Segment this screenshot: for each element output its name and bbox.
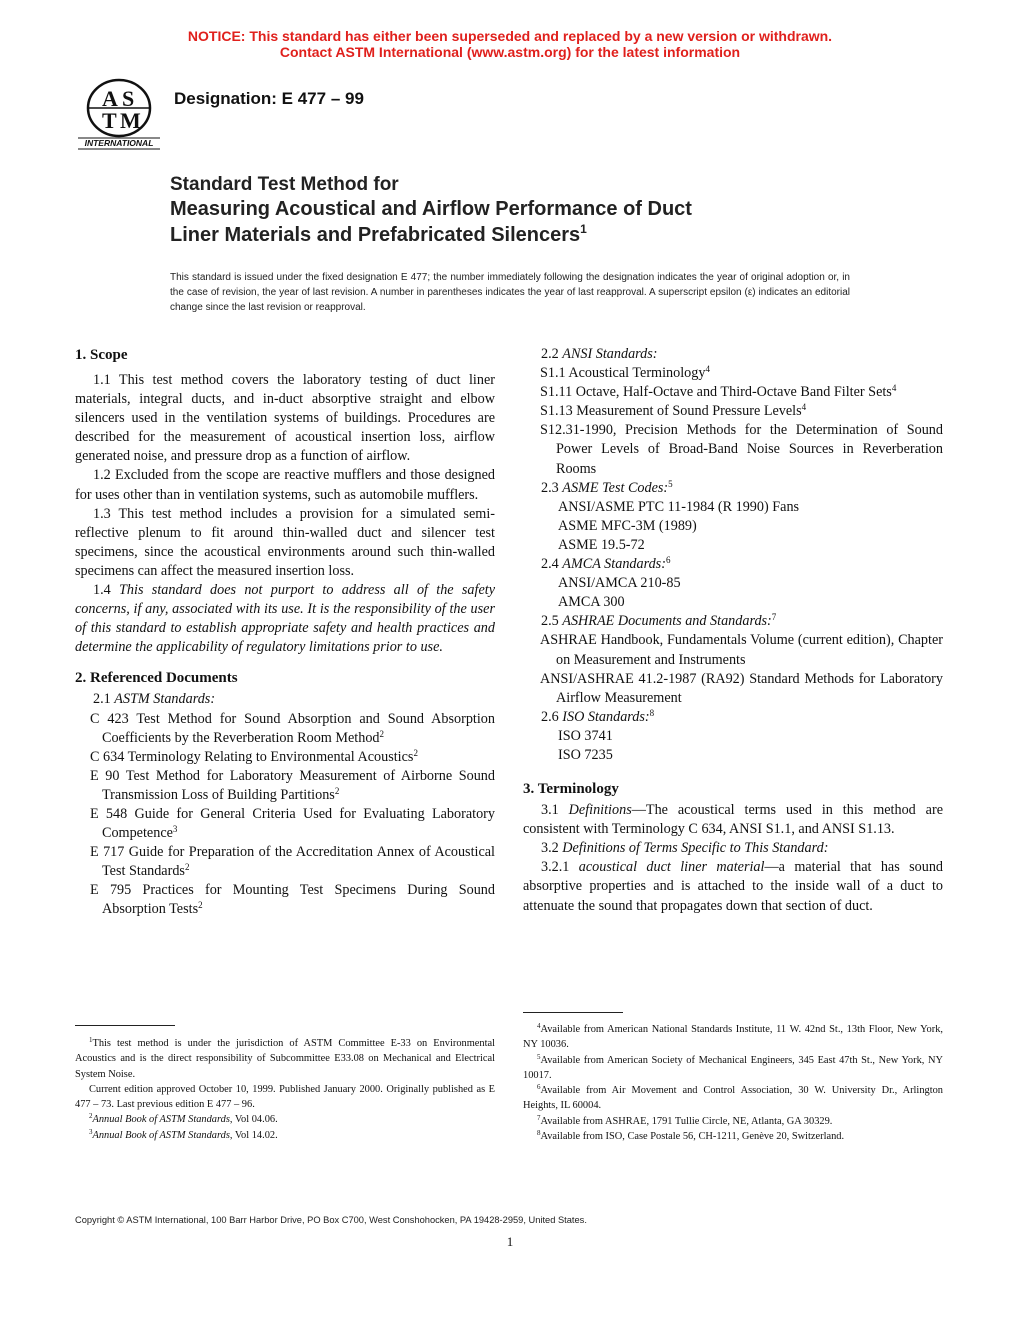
refdocs-heading: 2. Referenced Documents	[75, 670, 238, 687]
title-block	[170, 174, 692, 248]
footnote-1-edition: Current edition approved October 10, 1999. Published January 2000. Originally published as E 477 – 73. Last previous edition E 477 – 96.	[75, 1083, 495, 1111]
scope-heading: 1. Scope	[75, 347, 128, 363]
footnote-divider-right	[523, 1012, 623, 1013]
ref-asme-ptc: ANSI/ASME PTC 11-1984 (R 1990) Fans	[558, 498, 800, 515]
svg-text:A: A	[102, 86, 118, 111]
ref-s1-1: S1.1 Acoustical Terminology$^4$	[540, 364, 710, 382]
footnote-8: $^8$Available from ISO, Case Postale 56, CH-1211, Genève 20, Switzerland.	[537, 1129, 845, 1143]
ashrae-label: 2.5 ASHRAE Documents and Standards:$^7$	[541, 612, 777, 630]
ref-ashrae-41-2: ANSI/ASHRAE 41.2-1987 (RA92) Standard Methods for Laboratory Airflow Measurement	[540, 670, 943, 706]
left-column	[75, 345, 495, 920]
ref-asme-19-5: ASME 19.5-72	[558, 536, 645, 553]
svg-text:S: S	[122, 86, 135, 111]
terminology-3-1: 3.1 Definitions—The acoustical terms used in this method are consistent with Terminology C 634, ANSI S1.1, and ANSI S1.13.	[523, 802, 944, 838]
scope-1-3: 1.3 This test method includes a provision for a simulated semi-reflective plenum to fit around thin-walled duct and silencer test specimens, since the acoustical environments around such thin-walled specimens can affect the measured insertion loss.	[75, 505, 495, 579]
notice-line-1: NOTICE: This standard has either been superseded and replaced by a new version or withdrawn.	[187, 28, 833, 44]
footnotes-right	[523, 1022, 943, 1144]
svg-text:T: T	[102, 108, 117, 133]
logo-caption: INTERNATIONAL	[84, 138, 154, 148]
issue-note: This standard is issued under the fixed designation E 477; the number immediately following the designation indicates the year of original adoption or, in the case of revision, the year of last revision. A number in parentheses indicates the year of last reapproval. A superscript epsilon (ε) indicates an editorial change since the last revision or reapproval.	[170, 272, 850, 313]
ref-iso-7235: ISO 7235	[558, 746, 613, 763]
terminology-heading: 3. Terminology	[523, 781, 619, 798]
ref-e795: E 795 Practices for Mounting Test Specimens During Sound Absorption Tests$^2$	[90, 882, 495, 918]
ref-asme-mfc: ASME MFC-3M (1989)	[558, 517, 697, 534]
scope-1-1: 1.1 This test method covers the laboratory testing of duct liner materials, integral ducts, and in-duct absorptive straight and elbow silencers used in the ventilation systems of buildings. Procedures are described for the measurement of acoustical insertion loss, airflow generated noise, and pressure drop as a function of airflow.	[75, 372, 495, 465]
ref-ashrae-handbook: ASHRAE Handbook, Fundamentals Volume (current edition), Chapter on Measurement and Instruments	[540, 632, 943, 668]
terminology-3-2-1: 3.2.1 acoustical duct liner material—a material that has sound absorptive properties and is attached to the inside wall of a duct to attenuate the sound that propagates down that section of duct.	[523, 859, 944, 914]
ref-e548: E 548 Guide for General Criteria Used for Evaluating Laboratory Competence$^3$	[90, 805, 495, 842]
ref-e90: E 90 Test Method for Laboratory Measurement of Airborne Sound Transmission Loss of Building Partitions$^2$	[90, 767, 495, 803]
asme-codes-label: 2.3 ASME Test Codes:$^5$	[541, 478, 673, 496]
terminology-3-2: 3.2 Definitions of Terms Specific to This Standard:	[541, 840, 829, 857]
ref-s1-13: S1.13 Measurement of Sound Pressure Levels$^4$	[540, 402, 807, 420]
iso-standards-label: 2.6 ISO Standards:$^8$	[541, 707, 655, 725]
footnote-6: $^6$Available from Air Movement and Control Association, 30 W. University Dr., Arlington Heights, IL 60004.	[523, 1083, 943, 1112]
title-line-1: Standard Test Method for	[170, 174, 399, 195]
footnote-5: $^5$Available from American Society of Mechanical Engineers, 345 East 47th St., New York, NY 10017.	[523, 1052, 943, 1081]
amca-standards-label: 2.4 AMCA Standards:$^6$	[541, 555, 671, 573]
right-column	[523, 345, 943, 916]
ref-c423: C 423 Test Method for Sound Absorption and Sound Absorption Coefficients by the Reverberation Room Method$^2$	[90, 710, 495, 746]
astm-standards-label: 2.1 ASTM Standards:	[93, 691, 216, 708]
ref-c634: C 634 Terminology Relating to Environmental Acoustics$^2$	[90, 747, 418, 765]
ansi-standards-label: 2.2 ANSI Standards:	[541, 346, 658, 362]
copyright-line: Copyright © ASTM International, 100 Barr Harbor Drive, PO Box C700, West Conshohocken, PA 19428-2959, United States.	[75, 1215, 587, 1225]
footnote-1: $^1$This test method is under the jurisdiction of ASTM Committee E-33 on Environmental Acoustics and is the direct responsibility of Subcommittee E33.08 on Mechanical and Electrical System Noise.	[75, 1036, 495, 1080]
footnotes-left	[75, 1036, 495, 1143]
ref-s1-11: S1.11 Octave, Half-Octave and Third-Octave Band Filter Sets$^4$	[540, 383, 897, 401]
ref-amca-300: AMCA 300	[558, 594, 625, 611]
footnote-3: $^3$Annual Book of ASTM Standards, Vol 14.02.	[89, 1127, 278, 1141]
page-number: 1	[506, 1234, 514, 1249]
footnote-2: $^2$Annual Book of ASTM Standards, Vol 04.06.	[89, 1112, 278, 1126]
withdrawal-notice	[0, 28, 1020, 60]
scope-1-4: 1.4 This standard does not purport to address all of the safety concerns, if any, associated with its use. It is the responsibility of the user of this standard to establish appropriate safety and health practices and determine the applicability of regulatory limitations prior to use.	[75, 582, 495, 656]
ref-s12-31: S12.31-1990, Precision Methods for the Determination of Sound Power Levels of Broad-Band Noise Sources in Reverberation Rooms	[540, 422, 943, 477]
designation: Designation: E 477 – 99	[174, 89, 364, 108]
footnote-4: $^4$Available from American National Standards Institute, 11 W. 42nd St., 13th Floor, New York, NY 10036.	[523, 1022, 943, 1051]
ref-e717: E 717 Guide for Preparation of the Accreditation Annex of Acoustical Test Standards$^2$	[90, 844, 495, 880]
astm-logo	[74, 76, 164, 156]
scope-1-2: 1.2 Excluded from the scope are reactive mufflers and those designed for uses other than in ventilation systems, such as automobile mufflers.	[75, 467, 495, 503]
ref-amca-210: ANSI/AMCA 210-85	[558, 575, 681, 592]
astm-logo-icon	[74, 76, 164, 156]
footnote-7: $^7$Available from ASHRAE, 1791 Tullie Circle, NE, Atlanta, GA 30329.	[537, 1113, 833, 1127]
title-line-2: Measuring Acoustical and Airflow Performance of Duct	[170, 198, 692, 220]
title-footnote-mark: 1	[580, 222, 587, 236]
footnote-divider-left	[75, 1025, 175, 1026]
title-line-3: Liner Materials and Prefabricated Silencers$^1$	[170, 222, 587, 246]
notice-line-2: Contact ASTM International (www.astm.org) for the latest information	[279, 44, 741, 60]
ref-iso-3741: ISO 3741	[558, 727, 613, 744]
svg-text:M: M	[120, 108, 141, 133]
